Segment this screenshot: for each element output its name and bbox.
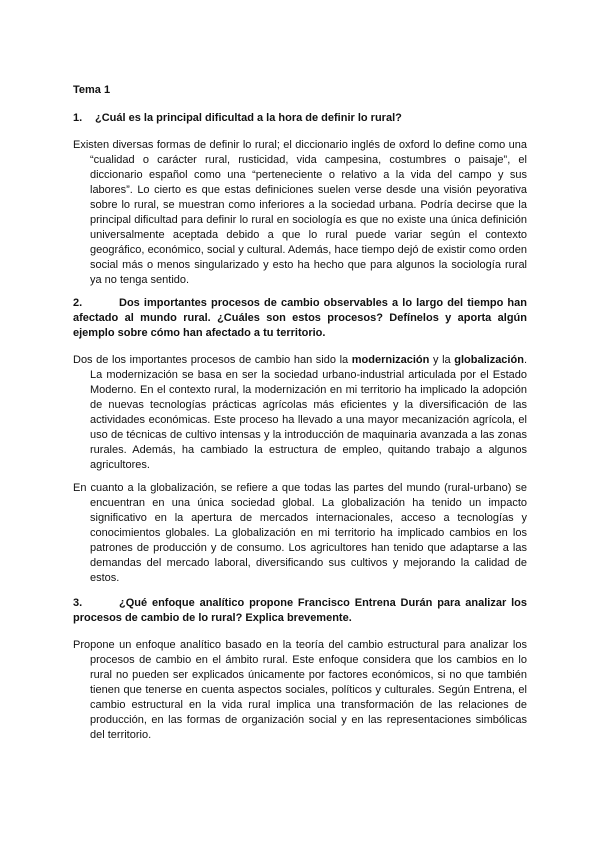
answer-2-paragraph-2: En cuanto a la globalización, se refiere a que todas las partes del mundo (rural-urbano) se encuentran en una única sociedad global. La globalización ha tenido un impacto significativo en la apertura de mercados internacionales, acceso a tecnologías y conocimientos globales. La globalización en mi territorio ha implicado cambios en los patrones de producción y de consumo. Los agricultores han tenido que adaptarse a las demandas del mercado laboral, diversificando sus cultivos y mejorando la calidad de estos. — [73, 482, 527, 584]
term-modernizacion: modernización — [351, 354, 430, 366]
question-2 — [73, 296, 527, 341]
question-1-number: 1. — [73, 112, 83, 124]
question-3 — [73, 596, 527, 626]
question-3-number: 3. — [73, 597, 83, 609]
answer-2-paragraph-1 — [73, 353, 527, 473]
question-2-text: Dos importantes procesos de cambio observables a lo largo del tiempo han afectado al mundo rural. ¿Cuáles son estos procesos? Defínelos y aporta algún ejemplo sobre cómo han afectado a tu territorio. — [73, 297, 527, 339]
question-2-number: 2. — [73, 297, 83, 309]
term-globalizacion: globalización — [454, 354, 524, 366]
answer-3-paragraph: Propone un enfoque analítico basado en la teoría del cambio estructural para analizar los procesos de cambio en el ámbito rural. Este enfoque considera que los cambios en lo rural no pueden ser explicados únicamente por factores económicos, si no que también tienen que tenerse en cuenta aspectos sociales, políticos y culturales. Según Entrena, el cambio estructural en la vida rural implica una transformación de las relaciones de producción, en las formas de organización social y en las representaciones simbólicas del territorio. — [73, 639, 527, 741]
document-heading: Tema 1 — [73, 84, 111, 96]
answer-1-paragraph: Existen diversas formas de definir lo rural; el diccionario inglés de oxford lo define como una “cualidad o carácter rural, rusticidad, vida campesina, costumbres o paisaje”, el diccionario español como una “perteneciente o relativo a la vida del campo y sus labores”. Lo cierto es que estas definiciones suelen verse desde una visión peyorativa sobre lo rural, se muestran como inferiores a la sociedad urbana. Podría decirse que la principal dificultad para definir lo rural en sociología es que no existe una única definición universalmente aceptada debido a que lo rural puede variar según el contexto geográfico, económico, social y cultural. Además, hace tiempo dejó de existir como orden social más o menos singularizado y esto ha hecho que para algunos la sociología rural ya no tenga sentido. — [73, 139, 527, 286]
question-3-text: ¿Qué enfoque analítico propone Francisco Entrena Durán para analizar los procesos de cambio de lo rural? Explica brevemente. — [73, 597, 527, 624]
question-1 — [73, 111, 527, 126]
question-1-text: ¿Cuál es la principal dificultad a la hora de definir lo rural? — [95, 112, 402, 124]
answer-2-text-start: Dos de los importantes procesos de cambio han sido la — [73, 354, 352, 366]
answer-2-text-middle: y la — [429, 354, 455, 366]
answer-2-text-end: . La modernización se basa en ser la sociedad urbano-industrial articulada por el Estado Moderno. En el contexto rural, la modernización en mi territorio ha implicado la adopción de nuevas tecnologías prácticas agrícolas más eficientes y la diversificación de las actividades económicas. Este proceso ha llevado a una mayor mecanización agrícola, el uso de técnicas de cultivo intensas y la introducción de maquinaria avanzada a las zonas rurales. Además, ha cambiado la estructura de empleo, quitando trabajo a algunos agricultores. — [90, 354, 527, 471]
